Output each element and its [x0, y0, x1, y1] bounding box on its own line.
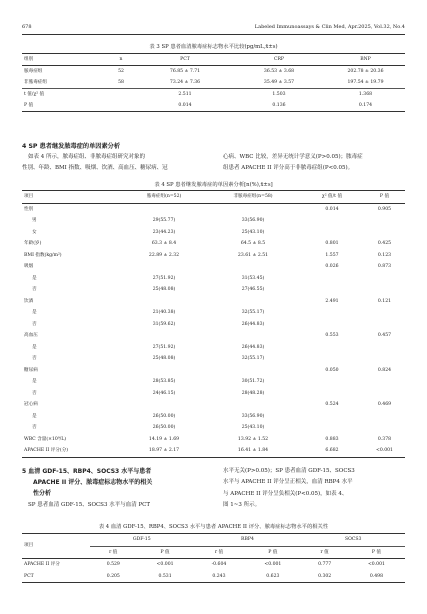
table-cell: 22.89 ± 2.32	[148, 252, 180, 258]
table-cell: 23(44.23)	[152, 229, 176, 235]
table-row	[22, 411, 405, 423]
table-cell: 冠心病	[24, 402, 38, 407]
table-cell: 28(48.28)	[241, 390, 265, 396]
table-cell: 36.53 ± 3.68	[263, 69, 295, 74]
table-cell	[300, 376, 364, 388]
section5-left-text: SP 患者血清 GDF-15、SOCS3 水平与血清 PCT	[28, 502, 151, 508]
table3-col-n: n	[119, 57, 123, 62]
table-cell: 0.014	[178, 103, 192, 108]
table-row	[22, 422, 405, 434]
table-cell	[206, 365, 300, 377]
heading-line: APACHE II 评分、脓毒症标志物水平的相关	[33, 479, 153, 486]
heading-line: 5 血清 GDF-15、RBP4、SOCS3 水平与患者	[22, 468, 152, 475]
table-row	[22, 77, 405, 89]
table-cell: 33(56.90)	[241, 413, 265, 419]
table-cell	[364, 422, 405, 434]
table4-col-stat: χ² 值/t 值	[321, 194, 343, 199]
table-cell: 0.205	[106, 573, 120, 579]
table4-header-row	[22, 191, 405, 204]
table-row	[22, 66, 405, 78]
table-cell	[364, 284, 405, 296]
table-cell: 是	[32, 275, 37, 281]
table-cell: BMI 指数(kg/m²)	[24, 252, 62, 258]
table-cell	[104, 100, 138, 112]
table-cell: 0.014	[325, 206, 339, 212]
table-cell: 0.302	[318, 573, 332, 579]
table-cell	[364, 215, 405, 227]
paragraph-line: 性别、年龄、BMI 指数、吸烟、饮酒、高血压、糖尿病、冠	[22, 165, 168, 172]
table-cell: 26(44.83)	[241, 321, 265, 327]
table-cell	[300, 388, 364, 400]
table-cell	[364, 342, 405, 354]
table-cell: 0.524	[325, 402, 339, 407]
table-cell: 0.883	[325, 436, 339, 442]
table-cell: 26(50.00)	[152, 425, 176, 430]
table-cell	[364, 388, 405, 400]
table-cell: 是	[32, 379, 37, 384]
table-cell	[300, 273, 364, 285]
paragraph-line: 水平无关(P>0.05)；SP 患者血清 GDF-15、SOCS3	[223, 468, 355, 474]
table-row	[22, 330, 405, 342]
table-cell: 否	[32, 356, 37, 361]
table-cell: 0.623	[266, 573, 280, 579]
table-cell: 26(50.00)	[152, 413, 176, 419]
table4-caption: 表 4 SP 患者继发脓毒症的单因素分析[n(%),x̄±s]	[154, 182, 273, 188]
table-cell: 30(51.72)	[241, 379, 265, 384]
table-row	[22, 273, 405, 285]
table-cell: 14.19 ± 1.69	[148, 436, 180, 442]
table3	[22, 53, 405, 112]
table-cell	[300, 319, 364, 331]
table-cell	[104, 89, 138, 101]
table-cell	[122, 203, 206, 215]
table-cell: t 值/χ² 值	[24, 92, 45, 97]
table4-col-p: P 值	[379, 194, 390, 199]
table-cell: 31(59.62)	[152, 321, 176, 327]
table-cell: 高血压	[24, 333, 38, 338]
table-cell: 年龄(岁)	[24, 241, 42, 246]
table-cell: 饮酒	[24, 298, 34, 304]
table-cell: 2.491	[325, 298, 339, 304]
table-cell: 32(55.17)	[241, 310, 265, 315]
table-cell: 男	[32, 218, 37, 223]
table-cell	[206, 296, 300, 308]
table-cell	[364, 227, 405, 239]
section4-left-text	[22, 152, 204, 175]
table-cell: 0.777	[318, 562, 332, 567]
table-cell: 16.41 ± 1.84	[237, 448, 269, 453]
table-cell: 1.368	[358, 92, 373, 97]
table3-col-bnp: BNP	[360, 57, 371, 62]
table-cell: 1.557	[325, 252, 339, 258]
table-cell: APACHE II 评分(分)	[24, 448, 69, 453]
table-cell	[122, 365, 206, 377]
table-cell: 58	[118, 80, 124, 85]
table-cell: APACHE II 评分	[24, 562, 60, 567]
paragraph-line: 图 1~3 所示。	[223, 502, 261, 509]
table-cell	[122, 296, 206, 308]
table-row	[22, 342, 405, 354]
table4-col-nonsepsis: 非脓毒症组(n=58)	[233, 194, 273, 199]
section5-right-text	[223, 466, 405, 512]
table-cell: 23.61 ± 2.51	[237, 252, 269, 258]
table-cell: 0.801	[325, 241, 339, 246]
table3-col-pct: PCT	[180, 57, 190, 62]
table-row	[22, 250, 405, 262]
table-cell: 202.78 ± 20.36	[347, 69, 384, 74]
table-cell	[300, 307, 364, 319]
table-cell	[364, 319, 405, 331]
table-cell: 6.682	[325, 448, 339, 453]
table-group-header-row	[22, 534, 405, 547]
table-row	[22, 215, 405, 227]
table-row	[22, 307, 405, 319]
table-cell: 73.24 ± 7.36	[169, 80, 201, 85]
table-cell: 脓毒症组	[24, 69, 43, 74]
table-cell	[300, 342, 364, 354]
table-cell: 33(56.90)	[241, 218, 265, 223]
paragraph-line: 水平与 APACHE II 评分呈正相关，血清 RBP4 水平	[223, 479, 353, 486]
table-cell: 0.553	[325, 333, 339, 338]
table-cell: 63.3 ± 8.4	[151, 241, 177, 246]
table-cell	[206, 203, 300, 215]
table-col-item: 项目	[22, 534, 90, 559]
table-sub-header: r 值	[109, 549, 118, 555]
table-cell: 27(46.55)	[241, 287, 265, 292]
journal-header: Labeled Immunoassays & Clin Med, Apr.2025, Vol.32, No.4	[254, 24, 405, 30]
table-cell: 否	[32, 425, 37, 430]
table-cell: 是	[32, 413, 37, 419]
table-row	[22, 365, 405, 377]
table-cell: 27(51.92)	[152, 344, 176, 350]
paragraph-line: 如表 4 所示，脓毒症组、非脓毒症组研究对象的	[28, 154, 145, 160]
table-cell: <0.001	[156, 562, 174, 567]
table-cell: 0.425	[377, 241, 392, 246]
table-row	[22, 203, 405, 215]
table-cell	[122, 399, 206, 411]
table-cell: 32(55.17)	[241, 356, 265, 361]
table-cell	[364, 353, 405, 365]
table-cell	[122, 261, 206, 273]
table-cell	[364, 411, 405, 423]
paragraph-line: 心病、WBC 比较，差异无统计学意义(P>0.05)；脓毒症	[223, 154, 363, 160]
table-cell: 21(40.38)	[152, 310, 176, 315]
table-row	[22, 227, 405, 239]
table-cell: 否	[32, 287, 37, 292]
table-cell: 0.243	[212, 573, 226, 579]
table-row	[22, 261, 405, 273]
table-cell	[364, 376, 405, 388]
table-row	[22, 399, 405, 411]
table-cell: <0.001	[375, 448, 393, 453]
table-cell	[364, 273, 405, 285]
table-cell: 0.174	[358, 103, 373, 108]
table-cell	[300, 411, 364, 423]
table-cell: 吸烟	[24, 264, 34, 269]
table-cell	[300, 215, 364, 227]
table-cell: 0.824	[377, 367, 392, 373]
table-correlation-caption: 表 4 血清 GDF-15、RBP4、SOCS3 水平与患者 APACHE II 评分、脓毒症标志物水平的相关性	[98, 524, 329, 530]
table-cell	[206, 399, 300, 411]
table-cell: 31(53.45)	[241, 275, 265, 281]
table-row	[22, 100, 405, 112]
table-cell: 是	[32, 344, 37, 350]
table-row	[22, 376, 405, 388]
table-cell: 25(43.10)	[241, 425, 265, 430]
table-cell: 28(53.85)	[152, 379, 176, 384]
table-cell	[300, 284, 364, 296]
table-row	[22, 89, 405, 101]
section4-heading: 4 SP 患者继发脓毒症的单因素分析	[22, 143, 121, 150]
table-cell: 27(51.92)	[152, 275, 176, 281]
table-cell: 0.529	[106, 562, 120, 567]
table-cell: <0.001	[367, 562, 385, 567]
table-cell: 0.498	[369, 573, 384, 579]
table-cell: 0.905	[377, 206, 392, 212]
heading-line: 性分析	[33, 490, 52, 497]
page-number: 678	[22, 24, 32, 30]
table-cell: 64.5 ± 8.5	[240, 241, 266, 246]
table-sub-header: r 值	[214, 549, 224, 555]
table-cell: -0.604	[211, 562, 227, 567]
table-cell: 26(44.83)	[241, 344, 265, 350]
table4	[22, 190, 405, 458]
table-cell	[206, 261, 300, 273]
table-row	[22, 296, 405, 308]
table-row	[22, 571, 405, 583]
table-cell: 0.469	[377, 402, 392, 407]
table-cell: 否	[32, 390, 37, 396]
table-row	[22, 434, 405, 446]
table-cell: 否	[32, 321, 37, 327]
table3-col-crp: CRP	[273, 57, 285, 62]
table-cell	[300, 422, 364, 434]
table-cell: 非脓毒症组	[24, 80, 47, 85]
table3-col-group: 组别	[24, 57, 34, 62]
table-cell	[122, 330, 206, 342]
table-cell	[300, 353, 364, 365]
table3-caption: 表 3 SP 患者血清脓毒症标志物水平比较(pg/mL,x̄±s)	[149, 44, 278, 50]
section5-heading	[22, 466, 204, 499]
table-sub-header: P 值	[160, 549, 170, 555]
table-row	[22, 238, 405, 250]
table-cell: 0.026	[325, 264, 339, 269]
table-cell: 2.511	[178, 92, 192, 97]
table-cell: 76.85 ± 7.71	[169, 69, 201, 74]
table-cell: 52	[118, 69, 124, 74]
table-correlation	[22, 533, 405, 583]
table-sub-header: P 值	[371, 549, 382, 555]
table-sub-header: r 值	[320, 549, 329, 555]
table-cell: 24(46.15)	[152, 390, 176, 396]
paragraph-line: 与 APACHE II 评分呈负相关(P<0.05)，如表 4、	[223, 490, 348, 497]
table-cell: 0.121	[377, 298, 392, 304]
table-row	[22, 445, 405, 457]
section4-right-text	[223, 152, 405, 175]
table4-col-sepsis: 脓毒症组(n=52)	[146, 194, 182, 199]
table-cell: 1.503	[272, 92, 286, 97]
table-cell: 35.49 ± 3.57	[263, 80, 295, 85]
table4-col-item: 项目	[24, 194, 34, 199]
table-cell: 糖尿病	[24, 367, 38, 373]
table-cell: 是	[32, 310, 37, 315]
table-cell: 0.378	[377, 436, 392, 442]
table-cell: WBC 含量(×10⁹/L)	[24, 436, 67, 442]
table-cell	[364, 307, 405, 319]
table-cell: P 值	[24, 103, 34, 108]
table-cell: 0.136	[272, 103, 286, 108]
table-cell: 25(48.08)	[152, 287, 176, 292]
table-row	[22, 284, 405, 296]
table-cell: 女	[32, 229, 37, 235]
table-cell: 性别	[24, 206, 34, 212]
header-rule	[22, 34, 405, 35]
table3-header-row	[22, 54, 405, 66]
table-cell: 0.123	[377, 252, 392, 258]
table-cell: 0.050	[325, 367, 339, 373]
table-cell: 29(55.77)	[152, 218, 176, 223]
table-cell	[300, 227, 364, 239]
table-cell	[206, 330, 300, 342]
table-cell: PCT	[24, 573, 34, 579]
paragraph-line: 组患者 APACHE II 评分高于非脓毒症组(P<0.05)。	[223, 165, 354, 172]
table-cell: 13.92 ± 1.52	[237, 436, 269, 442]
table-cell: 18.97 ± 2.17	[148, 448, 180, 453]
table-cell: 0.457	[377, 333, 392, 338]
table-row	[22, 559, 405, 571]
table-cell: 0.531	[158, 573, 172, 579]
table-cell: 0.873	[377, 264, 392, 269]
table-row	[22, 388, 405, 400]
table-cell: 197.54 ± 19.79	[347, 80, 384, 85]
table-group-rbp4: RBP4	[194, 534, 302, 547]
table-cell: <0.001	[264, 562, 282, 567]
table-cell: 25(48.08)	[152, 356, 176, 361]
table-group-socs3: SOCS3	[301, 534, 405, 547]
table-row	[22, 353, 405, 365]
table-sub-header: P 值	[268, 549, 278, 555]
table-row	[22, 319, 405, 331]
table-cell: 25(43.10)	[241, 229, 265, 235]
table-group-gdf15: GDF-15	[90, 534, 194, 547]
